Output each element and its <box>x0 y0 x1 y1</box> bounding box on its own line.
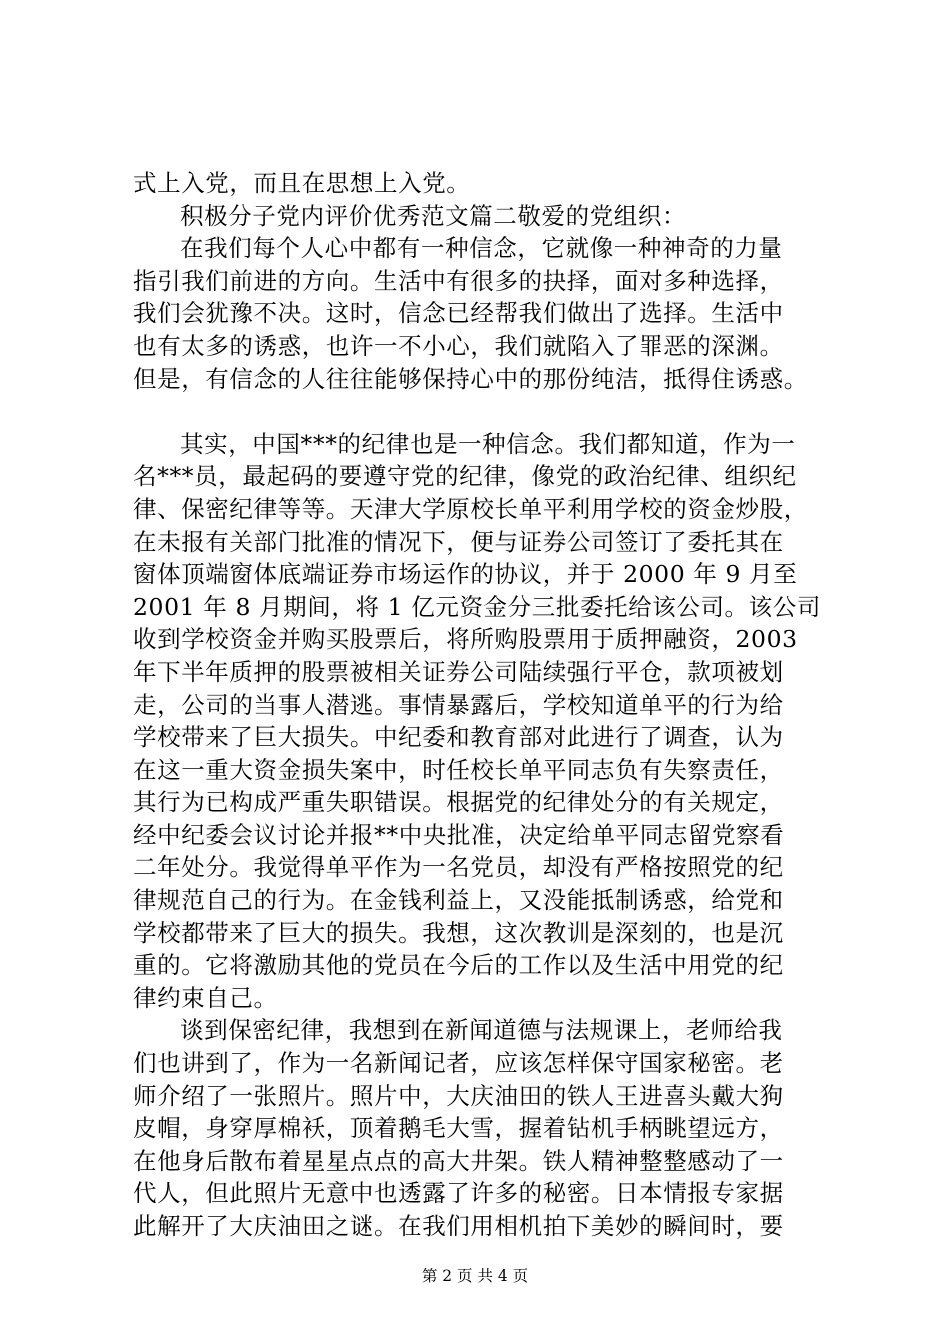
text-line: 此解开了大庆油田之谜。在我们用相机拍下美妙的瞬间时，要 <box>133 1212 784 1240</box>
text-line: 收到学校资金并购买股票后，将所购股票用于质押融资，2003 <box>133 625 798 654</box>
text-line: 律规范自己的行为。在金钱利益上，又没能抵制诱惑，给党和 <box>133 886 784 915</box>
text-line: 其行为已构成严重失职错误。根据党的纪律处分的有关规定， <box>133 788 784 817</box>
text-line: 们也讲到了，作为一名新闻记者，应该怎样保守国家秘密。老 <box>133 1049 784 1078</box>
text-line: 代人，但此照片无意中也透露了许多的秘密。日本情报专家据 <box>133 1179 784 1208</box>
page-number-footer: 第 2 页 共 4 页 <box>421 1267 529 1285</box>
text-line: 皮帽，身穿厚棉袄，顶着鹅毛大雪，握着钻机手柄眺望远方， <box>133 1114 784 1143</box>
text-line: 谈到保密纪律，我想到在新闻道德与法规课上，老师给我 <box>180 1016 783 1045</box>
text-line: 重的。它将激励其他的党员在今后的工作以及生活中用党的纪 <box>133 951 784 980</box>
text-line: 窗体顶端窗体底端证券市场运作的协议，并于 2000 年 9 月至 <box>133 560 798 589</box>
text-line: 在他身后散布着星星点点的高大井架。铁人精神整整感动了一 <box>133 1146 784 1175</box>
text-line: 律约束自己。 <box>133 983 278 1012</box>
text-line: 经中纪委会议讨论并报**中央批准，决定给单平同志留党察看 <box>133 820 785 849</box>
text-line: 学校带来了巨大损失。中纪委和教育部对此进行了调查，认为 <box>133 723 784 752</box>
section-heading: 积极分子党内评价优秀范文篇二敬爱的党组织： <box>180 201 687 230</box>
text-line: 但是，有信念的人往往能够保持心中的那份纯洁，抵得住诱惑。 <box>133 364 808 393</box>
text-line: 在未报有关部门批准的情况下，便与证券公司签订了委托其在 <box>133 527 784 556</box>
text-line: 我们会犹豫不决。这时，信念已经帮我们做出了选择。生活中 <box>133 299 784 328</box>
text-line: 2001 年 8 月期间，将 1 亿元资金分三批委托给该公司。该公司 <box>133 592 821 621</box>
text-line: 二年处分。我觉得单平作为一名党员，却没有严格按照党的纪 <box>133 853 784 882</box>
text-line: 走，公司的当事人潜逃。事情暴露后，学校知道单平的行为给 <box>133 690 784 719</box>
text-line: 在这一重大资金损失案中，时任校长单平同志负有失察责任， <box>133 755 784 784</box>
text-line: 名***员，最起码的要遵守党的纪律，像党的政治纪律、组织纪 <box>133 462 797 491</box>
text-line: 师介绍了一张照片。照片中，大庆油田的铁人王进喜头戴大狗 <box>133 1081 784 1110</box>
text-line: 也有太多的诱惑，也许一不小心，我们就陷入了罪恶的深渊。 <box>133 331 784 360</box>
text-line: 在我们每个人心中都有一种信念，它就像一种神奇的力量 <box>180 234 783 263</box>
document-body <box>133 167 843 1243</box>
text-line: 年下半年质押的股票被相关证券公司陆续强行平仓，款项被划 <box>133 657 784 686</box>
paragraph-gap <box>133 395 843 428</box>
text-line: 式上入党，而且在思想上入党。 <box>133 169 471 197</box>
text-line: 律、保密纪律等等。天津大学原校长单平利用学校的资金炒股， <box>133 494 808 523</box>
text-line: 学校都带来了巨大的损失。我想，这次教训是深刻的，也是沉 <box>133 918 784 947</box>
text-line: 其实，中国***的纪律也是一种信念。我们都知道，作为一 <box>180 429 796 458</box>
text-line: 指引我们前进的方向。生活中有很多的抉择，面对多种选择， <box>133 266 784 295</box>
